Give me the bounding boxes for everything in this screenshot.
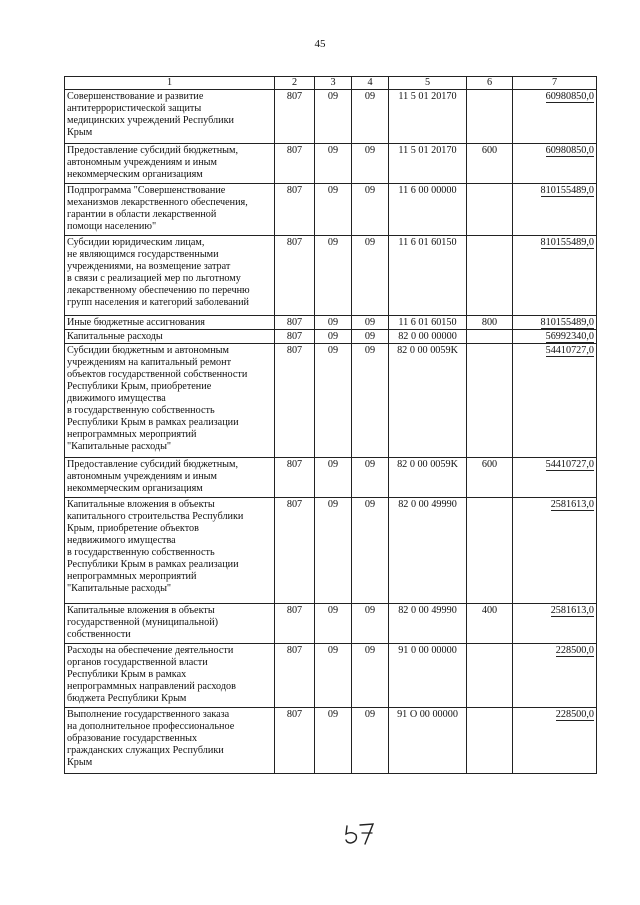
row-code-2-cell: 807 [275,644,315,708]
row-code-3-cell: 09 [315,236,352,316]
row-amount-cell [513,236,597,316]
row-code-5-cell: 82 0 00 49990 [389,498,467,604]
table-body [65,90,597,774]
row-code-4-cell: 09 [352,708,389,774]
row-code-2-cell: 807 [275,316,315,330]
row-code-4-cell: 09 [352,330,389,344]
table-header-row [65,77,597,90]
row-amount-cell [513,316,597,330]
budget-table [64,76,597,774]
row-code-3-cell: 09 [315,644,352,708]
table-row [65,184,597,236]
amount-value: 54410727,0 [545,459,594,470]
row-amount-cell [513,498,597,604]
row-code-5-cell: 82 0 00 00000 [389,330,467,344]
row-code-2-cell: 807 [275,604,315,644]
row-code-4-cell: 09 [352,604,389,644]
row-amount-cell [513,458,597,498]
table-row [65,236,597,316]
amount-value: 810155489,0 [540,317,594,328]
row-name-cell: Капитальные расходы [65,330,275,344]
row-name-cell: Совершенствование и развитие антитеррористической защиты медицинских учреждений Республики Крым [65,90,275,144]
row-amount-cell [513,90,597,144]
row-name-cell: Подпрограмма "Совершенствование механизмов лекарственного обеспечения, гарантии в области лекарственной помощи населению" [65,184,275,236]
row-code-2-cell: 807 [275,498,315,604]
row-code-3-cell: 09 [315,316,352,330]
row-code-4-cell: 09 [352,316,389,330]
row-code-5-cell: 82 0 00 0059K [389,344,467,458]
row-name-cell: Выполнение государственного заказа на дополнительное профессиональное образование государственных гражданских служащих Республики Крым [65,708,275,774]
row-code-5-cell: 91 0 00 00000 [389,644,467,708]
row-name-cell: Субсидии юридическим лицам, не являющимся государственными учреждениями, на возмещение затрат в связи с реализацией мер по льготному лекарственному обеспечению по перечню групп населения и категорий заболеваний [65,236,275,316]
row-code-4-cell: 09 [352,458,389,498]
row-code-5-cell: 11 5 01 20170 [389,90,467,144]
row-code-4-cell: 09 [352,144,389,184]
row-name-cell: Расходы на обеспечение деятельности органов государственной власти Республики Крым в рамках непрограммных направлений расходов бюджета Республики Крым [65,644,275,708]
row-code-2-cell: 807 [275,330,315,344]
row-code-3-cell: 09 [315,90,352,144]
row-code-3-cell: 09 [315,184,352,236]
amount-value: 810155489,0 [540,237,594,248]
row-code-4-cell: 09 [352,644,389,708]
row-code-5-cell: 82 0 00 0059K [389,458,467,498]
row-code-3-cell: 09 [315,498,352,604]
row-name-cell: Предоставление субсидий бюджетным, автономным учреждениям и иным некоммерческим организациям [65,458,275,498]
row-code-4-cell: 09 [352,344,389,458]
row-amount-cell [513,144,597,184]
row-code-5-cell: 11 6 01 60150 [389,316,467,330]
row-code-6-cell: 800 [467,316,513,330]
row-amount-cell [513,644,597,708]
header-cell: 2 [275,77,315,90]
table-row [65,458,597,498]
row-code-6-cell [467,708,513,774]
row-code-5-cell: 82 0 00 49990 [389,604,467,644]
row-name-cell: Капитальные вложения в объекты государственной (муниципальной) собственности [65,604,275,644]
row-code-3-cell: 09 [315,708,352,774]
row-code-4-cell: 09 [352,498,389,604]
row-code-4-cell: 09 [352,90,389,144]
row-code-2-cell: 807 [275,458,315,498]
table-row [65,498,597,604]
row-code-6-cell [467,498,513,604]
row-code-3-cell: 09 [315,144,352,184]
row-code-6-cell [467,90,513,144]
row-name-cell: Предоставление субсидий бюджетным, автономным учреждениям и иным некоммерческим организациям [65,144,275,184]
row-code-6-cell [467,236,513,316]
row-code-2-cell: 807 [275,184,315,236]
table-row [65,90,597,144]
header-cell: 6 [467,77,513,90]
table-row [65,344,597,458]
row-amount-cell [513,330,597,344]
table-row [65,708,597,774]
row-amount-cell [513,708,597,774]
header-cell: 4 [352,77,389,90]
row-code-2-cell: 807 [275,90,315,144]
row-amount-cell [513,604,597,644]
header-cell: 5 [389,77,467,90]
row-code-2-cell: 807 [275,144,315,184]
row-code-5-cell: 11 6 01 60150 [389,236,467,316]
row-name-cell: Субсидии бюджетным и автономным учреждениям на капитальный ремонт объектов государственной собственности Республики Крым, приобретение движимого имущества в государственную собственность Республики Крым в рамках реализации непрограммных мероприятий "Капитальные расходы" [65,344,275,458]
row-code-4-cell: 09 [352,236,389,316]
amount-value: 228500,0 [555,709,594,720]
row-code-5-cell: 91 О 00 00000 [389,708,467,774]
table-row [65,144,597,184]
row-code-6-cell: 400 [467,604,513,644]
header-cell: 7 [513,77,597,90]
row-name-cell: Иные бюджетные ассигнования [65,316,275,330]
amount-value: 56992340,0 [545,331,594,342]
table-row [65,644,597,708]
row-code-6-cell: 600 [467,458,513,498]
row-code-2-cell: 807 [275,236,315,316]
row-code-6-cell [467,184,513,236]
amount-value: 60980850,0 [545,91,594,102]
row-code-5-cell: 11 6 00 00000 [389,184,467,236]
row-code-6-cell [467,344,513,458]
row-code-4-cell: 09 [352,184,389,236]
row-code-6-cell: 600 [467,144,513,184]
amount-value: 2581613,0 [550,499,594,510]
table-row [65,604,597,644]
row-amount-cell [513,184,597,236]
amount-value: 60980850,0 [545,145,594,156]
table-row [65,316,597,330]
row-code-2-cell: 807 [275,344,315,458]
row-code-6-cell [467,330,513,344]
row-code-3-cell: 09 [315,604,352,644]
row-code-2-cell: 807 [275,708,315,774]
row-amount-cell [513,344,597,458]
row-code-3-cell: 09 [315,458,352,498]
row-name-cell: Капитальные вложения в объекты капитального строительства Республики Крым, приобретение объектов недвижимого имущества в государственную собственность Республики Крым в рамках реализации непрограммных мероприятий "Капитальные расходы" [65,498,275,604]
amount-value: 810155489,0 [540,185,594,196]
row-code-6-cell [467,644,513,708]
row-code-3-cell: 09 [315,330,352,344]
amount-value: 2581613,0 [550,605,594,616]
amount-value: 54410727,0 [545,345,594,356]
amount-value: 228500,0 [555,645,594,656]
handwritten-page-mark [343,820,377,846]
header-cell: 3 [315,77,352,90]
row-code-5-cell: 11 5 01 20170 [389,144,467,184]
header-cell: 1 [65,77,275,90]
page-number: 45 [314,38,326,50]
row-code-3-cell: 09 [315,344,352,458]
table-row [65,330,597,344]
